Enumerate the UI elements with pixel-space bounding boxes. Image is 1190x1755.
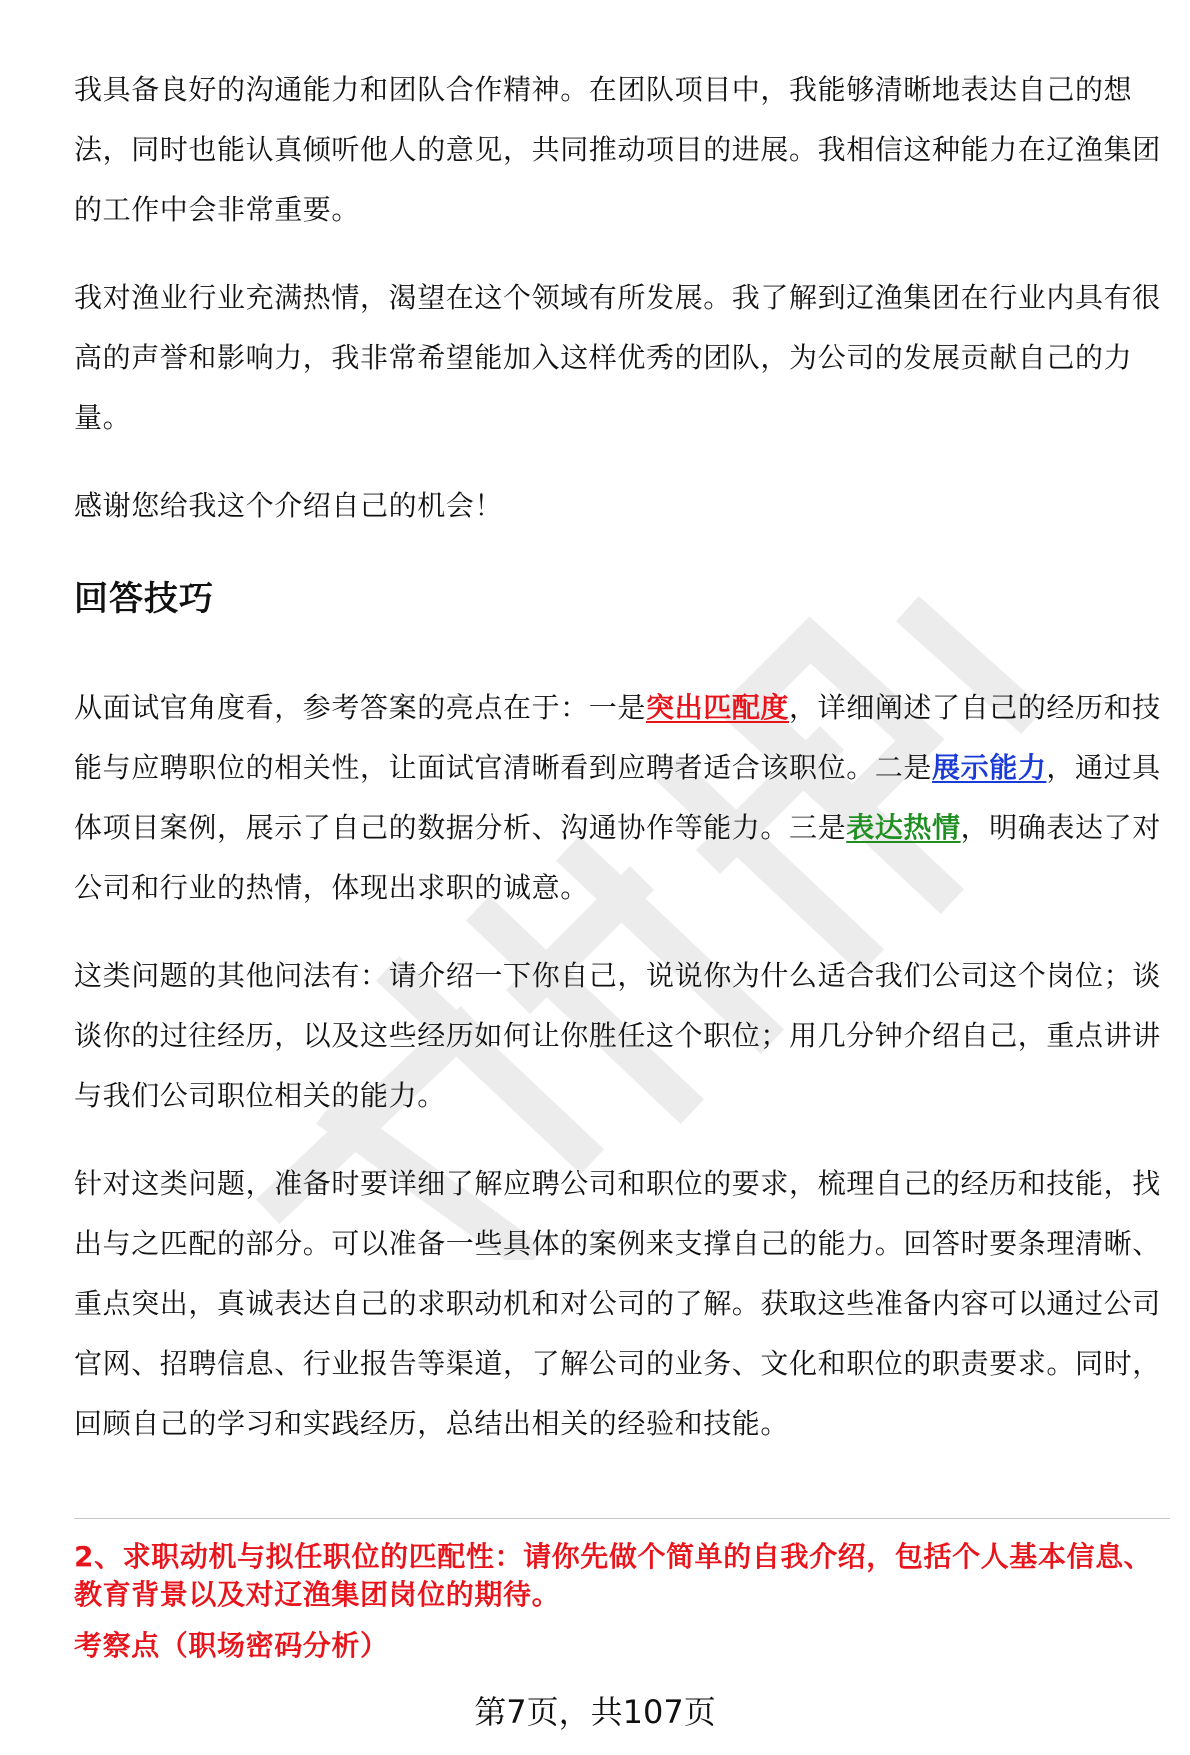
- section-divider: [74, 1518, 1170, 1519]
- section-title-answer-tips: 回答技巧: [74, 579, 214, 619]
- highlight-ability: 展示能力: [932, 751, 1047, 784]
- paragraph-other-questions: 这类问题的其他问法有：请介绍一下你自己，说说你为什么适合我们公司这个岗位；谈谈你的过往经历，以及这些经历如何让你胜任这个职位；用几分钟介绍自己，重点讲讲与我们公司职位相关的能力。: [74, 959, 1161, 1112]
- highlight-passion: 表达热情: [846, 811, 961, 844]
- main-content: [74, 60, 1162, 1482]
- tips-text-3: ，通过具体项目案例，展示了自己的数据分析、沟通协作等能力。三是: [74, 751, 1161, 844]
- paragraph-tips: [74, 678, 1162, 918]
- paragraph-thanks: 感谢您给我这个介绍自己的机会！: [74, 489, 504, 522]
- assessment-point-label: 考察点（职场密码分析）: [74, 1629, 389, 1662]
- highlight-match: 突出匹配度: [646, 691, 790, 724]
- paragraph-preparation: 针对这类问题，准备时要详细了解应聘公司和职位的要求，梳理自己的经历和技能，找出与之匹配的部分。可以准备一些具体的案例来支撑自己的能力。回答时要条理清晰、重点突出，真诚表达自己的求职动机和对公司的了解。获取这些准备内容可以通过公司官网、招聘信息、行业报告等渠道，了解公司的业务、文化和职位的职责要求。同时，回顾自己的学习和实践经历，总结出相关的经验和技能。: [74, 1167, 1161, 1440]
- tips-text-1: 从面试官角度看，参考答案的亮点在于：一是: [74, 691, 647, 724]
- paragraph-teamwork: 我具备良好的沟通能力和团队合作精神。在团队项目中，我能够清晰地表达自己的想法，同时也能认真倾听他人的意见，共同推动项目的进展。我相信这种能力在辽渔集团的工作中会非常重要。: [74, 73, 1161, 226]
- paragraph-passion: 我对渔业行业充满热情，渴望在这个领域有所发展。我了解到辽渔集团在行业内具有很高的声誉和影响力，我非常希望能加入这样优秀的团队，为公司的发展贡献自己的力量。: [74, 281, 1161, 434]
- question-heading: 2、求职动机与拟任职位的匹配性：请你先做个简单的自我介绍，包括个人基本信息、教育背景以及对辽渔集团岗位的期待。: [74, 1540, 1153, 1611]
- tips-text-2: ，详细阐述了自己的经历和技能与应聘职位的相关性，让面试官清晰看到应聘者适合该职位。二是: [74, 691, 1161, 784]
- page-number: 第7页，共107页: [474, 1693, 716, 1731]
- tips-text-4: ，明确表达了对公司和行业的热情，体现出求职的诚意。: [74, 811, 1161, 904]
